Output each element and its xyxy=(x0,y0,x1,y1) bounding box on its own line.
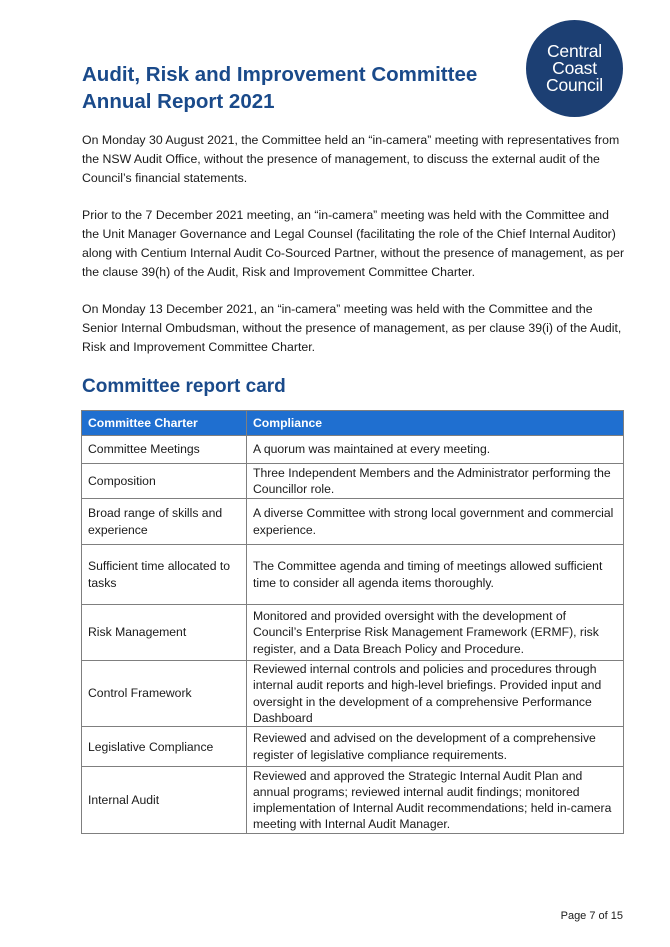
central-coast-council-logo xyxy=(526,20,623,117)
charter-cell: Committee Meetings xyxy=(82,436,247,464)
compliance-cell: Reviewed and approved the Strategic Internal Audit Plan and annual programs; reviewed internal audit findings; monitored implementation of Internal Audit recommendations; held in-camera meeting with Internal Audit Manager. xyxy=(247,767,624,834)
compliance-cell: Three Independent Members and the Administrator performing the Councillor role. xyxy=(247,464,624,499)
compliance-cell: A diverse Committee with strong local government and commercial experience. xyxy=(247,499,624,545)
charter-cell: Control Framework xyxy=(82,661,247,727)
table-header-row xyxy=(82,411,624,436)
compliance-cell: A quorum was maintained at every meeting. xyxy=(247,436,624,464)
report-card-table xyxy=(81,410,624,834)
page-title xyxy=(82,61,477,115)
logo-line-1: Central xyxy=(546,41,602,61)
charter-cell: Composition xyxy=(82,464,247,499)
compliance-cell: Monitored and provided oversight with the development of Council’s Enterprise Risk Management Framework (ERMF), risk register, and a Data Breach Policy and Procedure. xyxy=(247,605,624,661)
title-line-2: Annual Report 2021 xyxy=(82,90,275,113)
table-row xyxy=(82,661,624,727)
paragraph-december-meeting: Prior to the 7 December 2021 meeting, an “in-camera” meeting was held with the Committee and the Unit Manager Governance and Legal Counsel (facilitating the role of the Chief Internal Auditor) along with Centium Internal Audit Co-Sourced Partner, without the presence of management, as per the clause 39(h) of the Audit, Risk and Improvement Committee Charter. xyxy=(82,208,625,279)
table-row xyxy=(82,545,624,605)
compliance-cell: Reviewed internal controls and policies and procedures through internal audit reports and high-level briefings. Provided input and oversight in the development of a comprehensive Performance Dashboard xyxy=(247,661,624,727)
charter-cell: Sufficient time allocated to tasks xyxy=(82,545,247,605)
table-row xyxy=(82,605,624,661)
logo-line-2: Coast xyxy=(552,58,597,78)
logo-line-3: Council xyxy=(546,75,603,95)
table-row xyxy=(82,464,624,499)
page-number: Page 7 of 15 xyxy=(560,910,623,922)
table-row xyxy=(82,499,624,545)
charter-cell: Legislative Compliance xyxy=(82,727,247,767)
charter-cell: Internal Audit xyxy=(82,767,247,834)
title-line-1: Audit, Risk and Improvement Committee xyxy=(82,63,478,86)
paragraph-audit-office: On Monday 30 August 2021, the Committee held an “in-camera” meeting with representatives from the NSW Audit Office, without the presence of management, to discuss the external audit of the Council’s financial statements. xyxy=(82,133,620,185)
compliance-cell: The Committee agenda and timing of meetings allowed sufficient time to consider all agenda items thoroughly. xyxy=(247,545,624,605)
paragraph-ombudsman-meeting: On Monday 13 December 2021, an “in-camera” meeting was held with the Committee and the Senior Internal Ombudsman, without the presence of management, as per clause 39(i) of the Audit, Risk and Improvement Committee Charter. xyxy=(82,302,622,354)
column-header-compliance: Compliance xyxy=(247,411,624,436)
compliance-cell: Reviewed and advised on the development of a comprehensive register of legislative compliance requirements. xyxy=(247,727,624,767)
table-row xyxy=(82,727,624,767)
table-row xyxy=(82,436,624,464)
report-card-heading: Committee report card xyxy=(82,376,286,397)
charter-cell: Risk Management xyxy=(82,605,247,661)
table-row xyxy=(82,767,624,834)
charter-cell: Broad range of skills and experience xyxy=(82,499,247,545)
column-header-charter: Committee Charter xyxy=(82,411,247,436)
